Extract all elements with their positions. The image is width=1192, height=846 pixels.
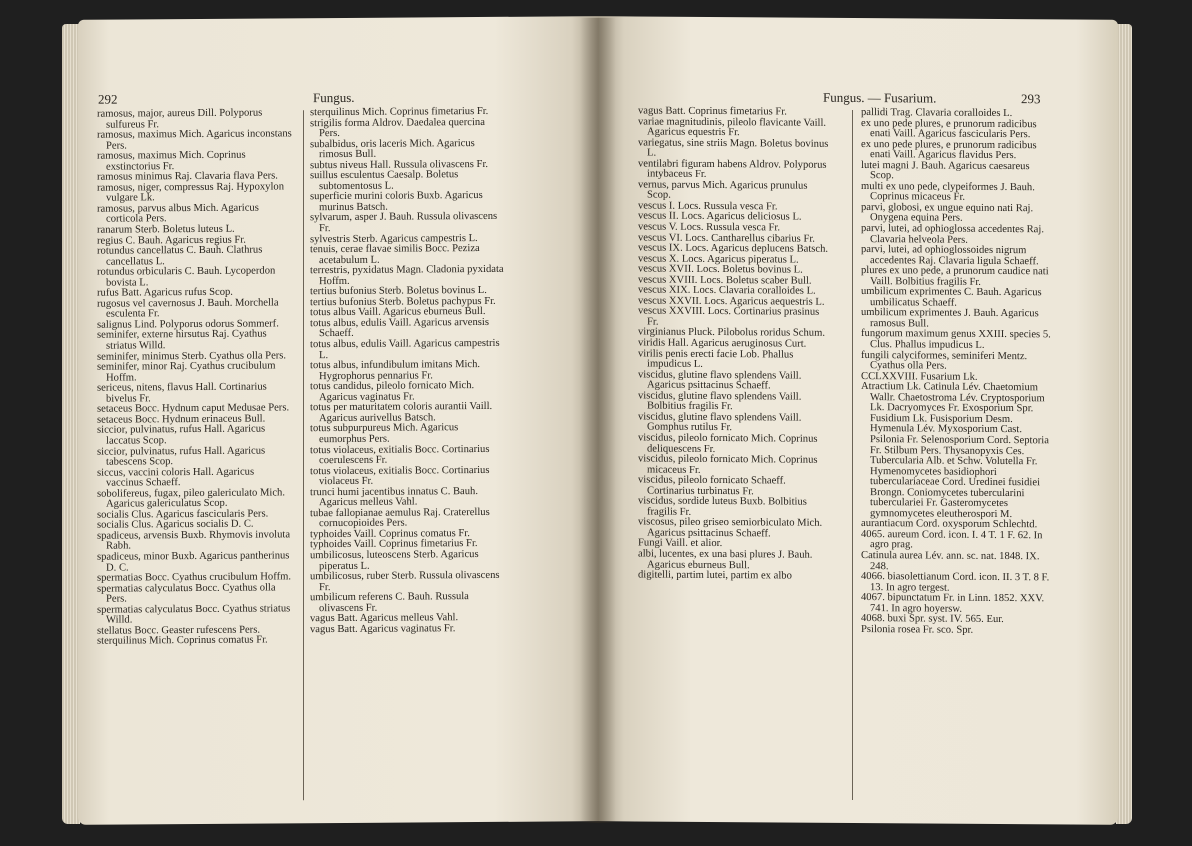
index-entry: rotundus cancellatus C. Bauh. Clathrus cancellatus L. (97, 244, 263, 268)
index-entry: typhoides Vaill. Coprinus fimetarius Fr. (310, 538, 478, 551)
index-entry: vagus Batt. Coprinus fimetarius Fr. (638, 105, 787, 118)
index-entry: subalbidus, oris laceris Mich. Agaricus rimosus Bull. (310, 137, 475, 161)
index-entry: spermatias Bocc. Cyathus crucibulum Hoffm. (97, 571, 291, 584)
index-entry: socialis Clus. Agaricus fascicularis Pers. (97, 508, 269, 521)
index-entry: umbilicum referens C. Bauh. Russula olivascens Fr. (310, 591, 469, 614)
index-entry: vagus Batt. Agaricus melleus Vahl. (310, 612, 459, 625)
index-entry: totus violaceus, exitialis Bocc. Cortinarius violaceus Fr. (310, 464, 490, 488)
index-entry: albi, lucentes, ex una basi plures J. Bauh. Agaricus eburneus Bull. (638, 548, 813, 571)
index-entry: pallidi Trag. Clavaria coralloides L. (861, 107, 1013, 120)
index-entry: ramosus, parvus albus Mich. Agaricus corticola Pers. (97, 202, 259, 226)
running-head-right: Fungus. — Fusarium. (823, 89, 937, 106)
index-entry: totus albus, edulis Vaill. Agaricus arvensis Schaeff. (310, 316, 489, 340)
index-entry: aurantiacum Cord. oxysporum Schlechtd. (861, 518, 1038, 531)
index-entry: typhoides Vaill. Coprinus comatus Fr. (310, 527, 470, 541)
index-entry: umbilicum exprimentes C. Bauh. Agaricus umbilicatus Schaeff. (861, 286, 1042, 309)
index-entry: viscidus, pileolo fornicato Mich. Coprinus deliquescens Fr. (638, 432, 818, 455)
index-entry: fungili calyciformes, seminiferi Mentz. Cyathus olla Pers. (861, 349, 1028, 372)
index-entry: vescus I. Locs. Russula vesca Fr. (638, 200, 778, 213)
index-entry: umbilicosus, luteoscens Sterb. Agaricus piperatus L. (310, 548, 479, 572)
index-entry: rotundus orbicularis C. Bauh. Lycoperdon bovista L. (97, 265, 276, 289)
index-entry: tertius bufonius Sterb. Boletus bovinus L. (310, 285, 487, 298)
page-number-left: 292 (98, 91, 118, 107)
index-entry: socialis Clus. Agaricus socialis D. C. (97, 518, 254, 532)
index-entry: siccus, vaccini coloris Hall. Agaricus vaccinus Schaeff. (97, 466, 255, 489)
running-head-left: Fungus. (313, 89, 355, 106)
index-entry: regius C. Bauh. Agaricus regius Fr. (97, 234, 246, 247)
index-entry: variegatus, sine striis Magn. Boletus bovinus L. (638, 137, 829, 159)
index-entry: totus subpurpureus Mich. Agaricus eumorphus Pers. (310, 422, 459, 446)
index-entry: stellatus Bocc. Geaster rufescens Pers. (97, 624, 260, 637)
index-entry: 4065. aureum Cord. icon. I. 4 T. 1 F. 62. In agro prag. (861, 528, 1043, 551)
index-entry: umbilicosus, ruber Sterb. Russula olivascens Fr. (310, 569, 500, 593)
left-column-2 (310, 107, 505, 636)
index-entry: Atractium Lk. Catinula Lév. Chaetomium Wallr. Chaetostroma Lév. Cryptosporium Lk. Dacryomyces Fr. Exosporium Spr. Fusidium Lk. Fusisporium Desm. Hymenula Lév. Myxosporium Cast. Psilonia Fr. Selenosporium Cord. Septoria Fr. Stilbum Pers. Thysanopyxis Ces. Tubercularia Alb. et Schw. Volutella Fr. Hymenomycetes basidiophori tuberculariaceae Cord. Uredinei fusidiei Brongn. Coniomycetes tubercularini tuberculariei Fr. Gasteromycetes gymnomycetes eleutherospori M. (861, 381, 1049, 520)
index-entry: totus per maturitatem coloris aurantii Vaill. Agaricus aurivellus Batsch. (310, 401, 493, 424)
index-entry: setaceus Bocc. Hydnum erinaceus Bull. (97, 413, 266, 426)
index-entry: vescus XVII. Locs. Boletus bovinus L. (638, 263, 803, 276)
index-entry: multi ex uno pede, clypeiformes J. Bauh. Coprinus micaceus Fr. (861, 180, 1035, 204)
index-entry: 4067. bipunctatum Fr. in Linn. 1852. XXV. 741. In agro hoyersw. (861, 592, 1045, 615)
index-entry: Catinula aurea Lév. ann. sc. nat. 1848. IX. 248. (861, 549, 1040, 572)
index-entry: totus violaceus, exitialis Bocc. Cortinarius coerulescens Fr. (310, 443, 490, 467)
index-entry: plures ex uno pede, a prunorum caudice nati Vaill. Bolbitius fragilis Fr. (861, 265, 1049, 288)
index-entry: vescus XIX. Locs. Clavaria coralloides L. (638, 284, 816, 298)
index-entry: ex uno pede plures, e prunorum radicibus enati Vaill. Agaricus fascicularis Pers. (861, 117, 1037, 141)
index-entry: siccior, pulvinatus, rufus Hall. Agaricus tabescens Scop. (97, 445, 266, 468)
index-entry: salignus Lind. Polyporus odorus Sommerf. (97, 318, 279, 331)
index-entry: sylvestris Sterb. Agaricus campestris L. (310, 232, 478, 245)
index-entry: spermatias calyculatus Bocc. Cyathus striatus Willd. (97, 603, 291, 626)
index-entry: 4068. buxi Spr. syst. IV. 565. Eur. (861, 613, 1004, 626)
index-entry: vagus Batt. Agaricus vaginatus Fr. (310, 622, 456, 635)
index-entry: rufus Batt. Agaricus rufus Scop. (97, 287, 233, 299)
index-entry: parvi, lutei, ad ophioglossa accedentes Raj. Clavaria helveola Pers. (861, 223, 1044, 246)
index-entry: sylvarum, asper J. Bauh. Russula olivascens Fr. (310, 211, 498, 235)
index-entry: ex uno pede plures, e prunorum radicibus enati Vaill. Agaricus flavidus Pers. (861, 138, 1037, 162)
index-entry: vescus VI. Locs. Cantharellus cibarius Fr. (638, 232, 815, 245)
index-entry: tenuis, cerae flavae similis Bocc. Peziza acetabulum L. (310, 243, 480, 266)
index-entry: viridis Hall. Agaricus aeruginosus Curt. (638, 337, 807, 350)
index-entry: sterquilinus Mich. Coprinus fimetarius Fr. (310, 105, 489, 119)
page-edges-right (1116, 24, 1132, 824)
index-entry: spermatias calyculatus Bocc. Cyathus olla Pers. (97, 582, 276, 605)
index-entry: ramosus minimus Raj. Clavaria flava Pers. (97, 170, 278, 183)
left-column-1 (97, 108, 292, 647)
index-entry: ramosus, maximus Mich. Agaricus inconstans Pers. (97, 128, 292, 152)
index-entry: vescus XXVII. Locs. Agaricus aequestris L. (638, 295, 825, 308)
index-entry: virginianus Pluck. Pilobolus roridus Schum. (638, 326, 825, 340)
index-entry: viscidus, glutine flavo splendens Vaill. Gomphus rutilus Fr. (638, 411, 802, 434)
index-entry: vescus II. Locs. Agaricus deliciosus L. (638, 210, 802, 224)
right-column-1 (638, 106, 833, 582)
index-entry: viscidus, glutine flavo splendens Vaill. Bolbitius fragilis Fr. (638, 390, 802, 413)
column-rule-left (303, 110, 304, 800)
index-entry: vescus XXVIII. Locs. Cortinarius prasinus Fr. (638, 305, 820, 328)
index-entry: suillus esculentus Caesalp. Boletus subtomentosus L. (310, 169, 459, 192)
index-entry: virilis penis erecti facie Lob. Phallus impudicus L. (638, 348, 794, 371)
index-entry: sobolifereus, fugax, pileo galericulato Mich. Agaricus galericulatus Scop. (97, 487, 285, 510)
index-entry: viscidus, glutine flavo splendens Vaill. Agaricus psittacinus Schaeff. (638, 369, 802, 392)
index-entry: Psilonia rosea Fr. sco. Spr. (861, 623, 974, 636)
index-entry: vescus V. Locs. Russula vesca Fr. (638, 221, 781, 234)
page-number-right: 293 (1021, 91, 1041, 107)
index-entry: viscidus, pileolo fornicato Schaeff. Cortinarius turbinatus Fr. (638, 474, 786, 497)
index-entry: fungorum maximum genus XXIII. species 5. Clus. Phallus impudicus L. (861, 328, 1051, 351)
index-entry: terrestris, pyxidatus Magn. Cladonia pyxidata Hoffm. (310, 264, 504, 287)
index-entry: digitelli, partim lutei, partim ex albo (638, 569, 792, 582)
index-entry: totus albus Vaill. Agaricus eburneus Bull. (310, 306, 486, 319)
index-entry: trunci humi jacentibus innatus C. Bauh. Agaricus melleus Vahl. (310, 485, 479, 509)
index-entry: subtus niveus Hall. Russula olivascens Fr. (310, 158, 489, 171)
index-entry: vernus, parvus Mich. Agaricus prunulus Scop. (638, 179, 808, 202)
index-entry: variae magnitudinis, pileolo flavicante Vaill. Agaricus equestris Fr. (638, 116, 827, 139)
index-entry: sericeus, nitens, flavus Hall. Cortinarius bivelus Fr. (97, 381, 267, 405)
index-entry: seminifer, minimus Sterb. Cyathus olla Pers. (97, 349, 287, 363)
index-entry: totus albus, edulis Vaill. Agaricus campestris L. (310, 337, 500, 361)
index-entry: tubae fallopianae aemulus Raj. Craterellus cornucopioides Pers. (310, 506, 490, 530)
index-entry: tertius bufonius Sterb. Boletus pachypus Fr. (310, 295, 496, 309)
index-entry: viscidus, pileolo fornicato Mich. Coprinus micaceus Fr. (638, 453, 818, 476)
column-rule-right (852, 110, 853, 800)
index-entry: setaceus Bocc. Hydnum caput Medusae Pers. (97, 402, 290, 415)
index-entry: Fungi Vaill. et alior. (638, 537, 723, 550)
index-entry: vescus IX. Locs. Agaricus deplucens Batsch. (638, 242, 829, 255)
right-page (598, 16, 1118, 825)
index-entry: superficie murini coloris Buxb. Agaricus murinus Batsch. (310, 190, 483, 214)
index-entry: strigilis forma Aldrov. Daedalea quercina Pers. (310, 116, 485, 140)
right-column-2 (861, 108, 1056, 637)
index-entry: ramosus, major, aureus Dill. Polyporus sulfureus Fr. (97, 107, 263, 131)
index-entry: ranarum Sterb. Boletus luteus L. (97, 223, 235, 236)
index-entry: totus albus, infundibulum imitans Mich. Hygrophorus pennarius Fr. (310, 359, 481, 382)
index-entry: lutei magni J. Bauh. Agaricus caesareus Scop. (861, 159, 1030, 182)
index-entry: seminifer, minor Raj. Cyathus crucibulum Hoffm. (97, 360, 276, 384)
index-entry: parvi, globosi, ex ungue equino nati Raj. Onygena equina Pers. (861, 201, 1034, 225)
index-entry: vescus X. Locs. Agaricus piperatus L. (638, 253, 799, 266)
index-entry: totus candidus, pileolo fornicato Mich. Agaricus vaginatus Fr. (310, 380, 475, 403)
index-entry: ramosus, niger, compressus Raj. Hypoxylon vulgare Lk. (97, 181, 285, 204)
index-entry: ventilabri figuram habens Aldrov. Polyporus intybaceus Fr. (638, 158, 827, 181)
index-entry: viscosus, pileo griseo semiorbiculato Mich. Agaricus psittacinus Schaeff. (638, 516, 823, 540)
index-entry: rugosus vel cavernosus J. Bauh. Morchella esculenta Fr. (97, 297, 279, 321)
index-entry: vescus XVIII. Locs. Boletus scaber Bull. (638, 274, 812, 287)
index-entry: parvi, lutei, ad ophioglossoides nigrum accedentes Raj. Clavaria ligula Schaeff. (861, 244, 1039, 267)
index-entry: spadiceus, arvensis Buxb. Rhymovis involuta Rabh. (97, 529, 291, 553)
index-entry: ramosus, maximus Mich. Coprinus exstinctorius Fr. (97, 149, 246, 173)
index-entry: siccior, pulvinatus, rufus Hall. Agaricus laccatus Scop. (97, 423, 266, 447)
index-entry: 4066. biasolettianum Cord. icon. II. 3 T. 8 F. 13. In agro tergest. (861, 571, 1050, 594)
index-entry: spadiceus, minor Buxb. Agaricus pantherinus D. C. (97, 550, 290, 574)
left-page (78, 16, 598, 825)
index-entry: seminifer, externe hirsutus Raj. Cyathus striatus Willd. (97, 328, 267, 352)
index-entry: sterquilinus Mich. Coprinus comatus Fr. (97, 634, 268, 648)
index-entry: viscidus, sordide luteus Buxb. Bolbitius fragilis Fr. (638, 495, 807, 518)
index-entry: umbilicum exprimentes J. Bauh. Agaricus ramosus Bull. (861, 307, 1039, 330)
index-entry: CCLXXVIII. Fusarium Lk. (861, 370, 978, 383)
book-gutter (580, 18, 616, 823)
